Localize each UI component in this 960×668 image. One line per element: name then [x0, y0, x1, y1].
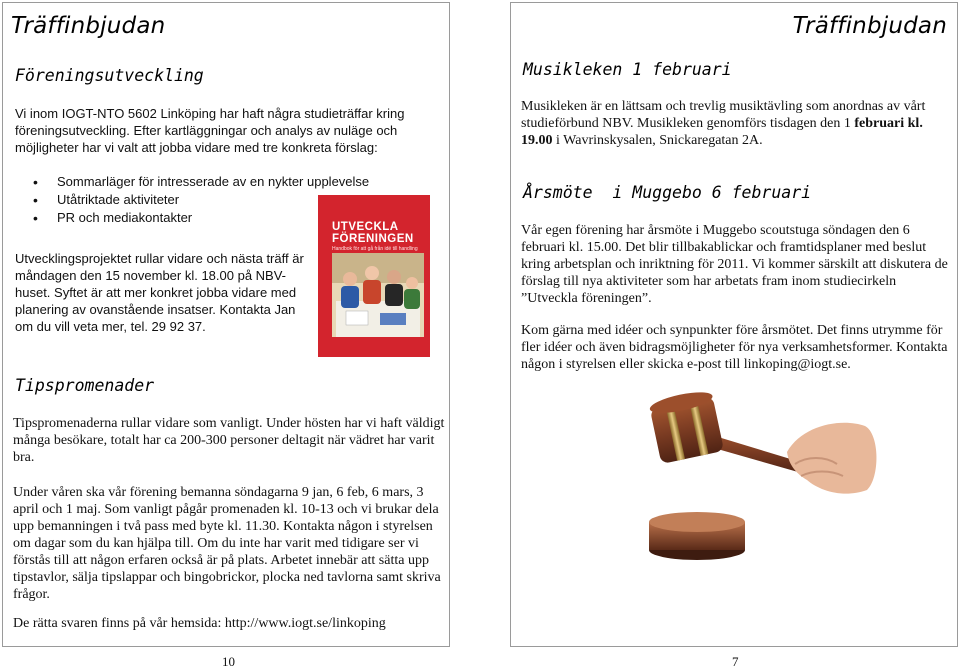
arsmote-paragraph-2: Kom gärna med idéer och synpunkter före årsmötet. Det finns utrymme för fler idéer och även bidragsmöjligheter för nya verksamhetsformer. Kontakta någon i styrelsen eller skicka e-post till linkoping@iogt.se. — [521, 323, 948, 372]
masthead-title: Träffinbjudan — [792, 13, 947, 39]
section-heading-arsmote: Årsmöte i Muggebo 6 februari — [523, 183, 812, 202]
book-cover-title-line1: UTVECKLA — [332, 221, 399, 233]
masthead-title: Träffinbjudan — [11, 13, 166, 39]
intro-paragraph: Vi inom IOGT-NTO 5602 Linköping har haft några studieträffar kring föreningsutveckling. Efter kartläggningar och analys av nuläge och möjligheter har vi valt att jobba vidare med tre konkreta förslag: — [15, 106, 405, 155]
section-heading-foreningsutveckling: Föreningsutveckling — [15, 66, 204, 85]
section-heading-musikleken: Musikleken 1 februari — [523, 60, 732, 79]
gavel-illustration — [575, 382, 880, 572]
book-cover-image — [318, 195, 430, 357]
page-number-left: 10 — [222, 654, 235, 668]
musikleken-date: februari kl. 19.00 — [521, 116, 923, 148]
tipspromenad-paragraph-2: Under våren ska vår förening bemanna söndagarna 9 jan, 6 feb, 6 mars, 3 april och 1 maj. Som vanligt pågår promenaden kl. 10-13 och vi brukar dela upp bemanningen i två pass med byte kl. 11.30. Kontakta någon i styrelsen om dagar som du kan hjälpa till. Om du inte har varit med tidigare ser vi förstås till att någon erfaren också är på plats. Arbetet innebär att sätta upp tipstavlor, sälja tipslappar och bingobrickor, plocka ned tavlorna samt skriva frågor. — [13, 485, 441, 602]
musikleken-location: i Wavrinskysalen, Snickaregatan 2A. — [552, 133, 763, 148]
book-cover-title-line2: FÖRENINGEN — [332, 233, 414, 245]
musikleken-paragraph — [521, 98, 953, 149]
page-number-right: 7 — [732, 654, 739, 668]
list-item: • Sommarläger för intresserade av en nykter upplevelse — [33, 173, 413, 191]
arsmote-paragraph-1: Vår egen förening har årsmöte i Muggebo scoutstuga söndagen den 6 februari kl. 15.00. Det blir tillbakablickar och framtidsplaner med beslut kring arbetsplan och inriktning för 2011. Vi kommer särskilt att diskutera de förslag till nya aktiviteter som har arbetats fram inom studiecirkeln ”Utveckla föreningen”. — [521, 223, 948, 306]
book-cover-photo — [332, 253, 424, 337]
answers-paragraph: De rätta svaren finns på vår hemsida: http://www.iogt.se/linkoping — [13, 616, 386, 631]
followup-paragraph: Utvecklingsprojektet rullar vidare och nästa träff är måndagen den 15 november kl. 18.00 på NBV-huset. Syftet är att mer konkret jobba vidare med planering av ovanstående insatser. Kontakta Jan om du vill veta mer, tel. 29 92 37. — [15, 251, 304, 334]
tipspromenad-paragraph-1: Tipspromenaderna rullar vidare som vanligt. Under hösten har vi haft väldigt många besökare, totalt har ca 200-300 personer deltagit när vädret har varit bra. — [13, 416, 445, 465]
section-heading-tipspromenader: Tipspromenader — [15, 376, 155, 395]
book-cover-subtitle: Handbok för att gå från idé till handling — [332, 246, 418, 252]
book-cover-title — [332, 221, 414, 245]
list-item: • Utåtriktade aktiviteter — [33, 191, 413, 209]
list-item: • PR och mediakontakter — [33, 209, 413, 227]
musikleken-text: Musikleken är en lättsam och trevlig musiktävling som anordnas av vårt studieförbund NBV. Musikleken genomförs tisdagen den 1 — [521, 99, 926, 131]
